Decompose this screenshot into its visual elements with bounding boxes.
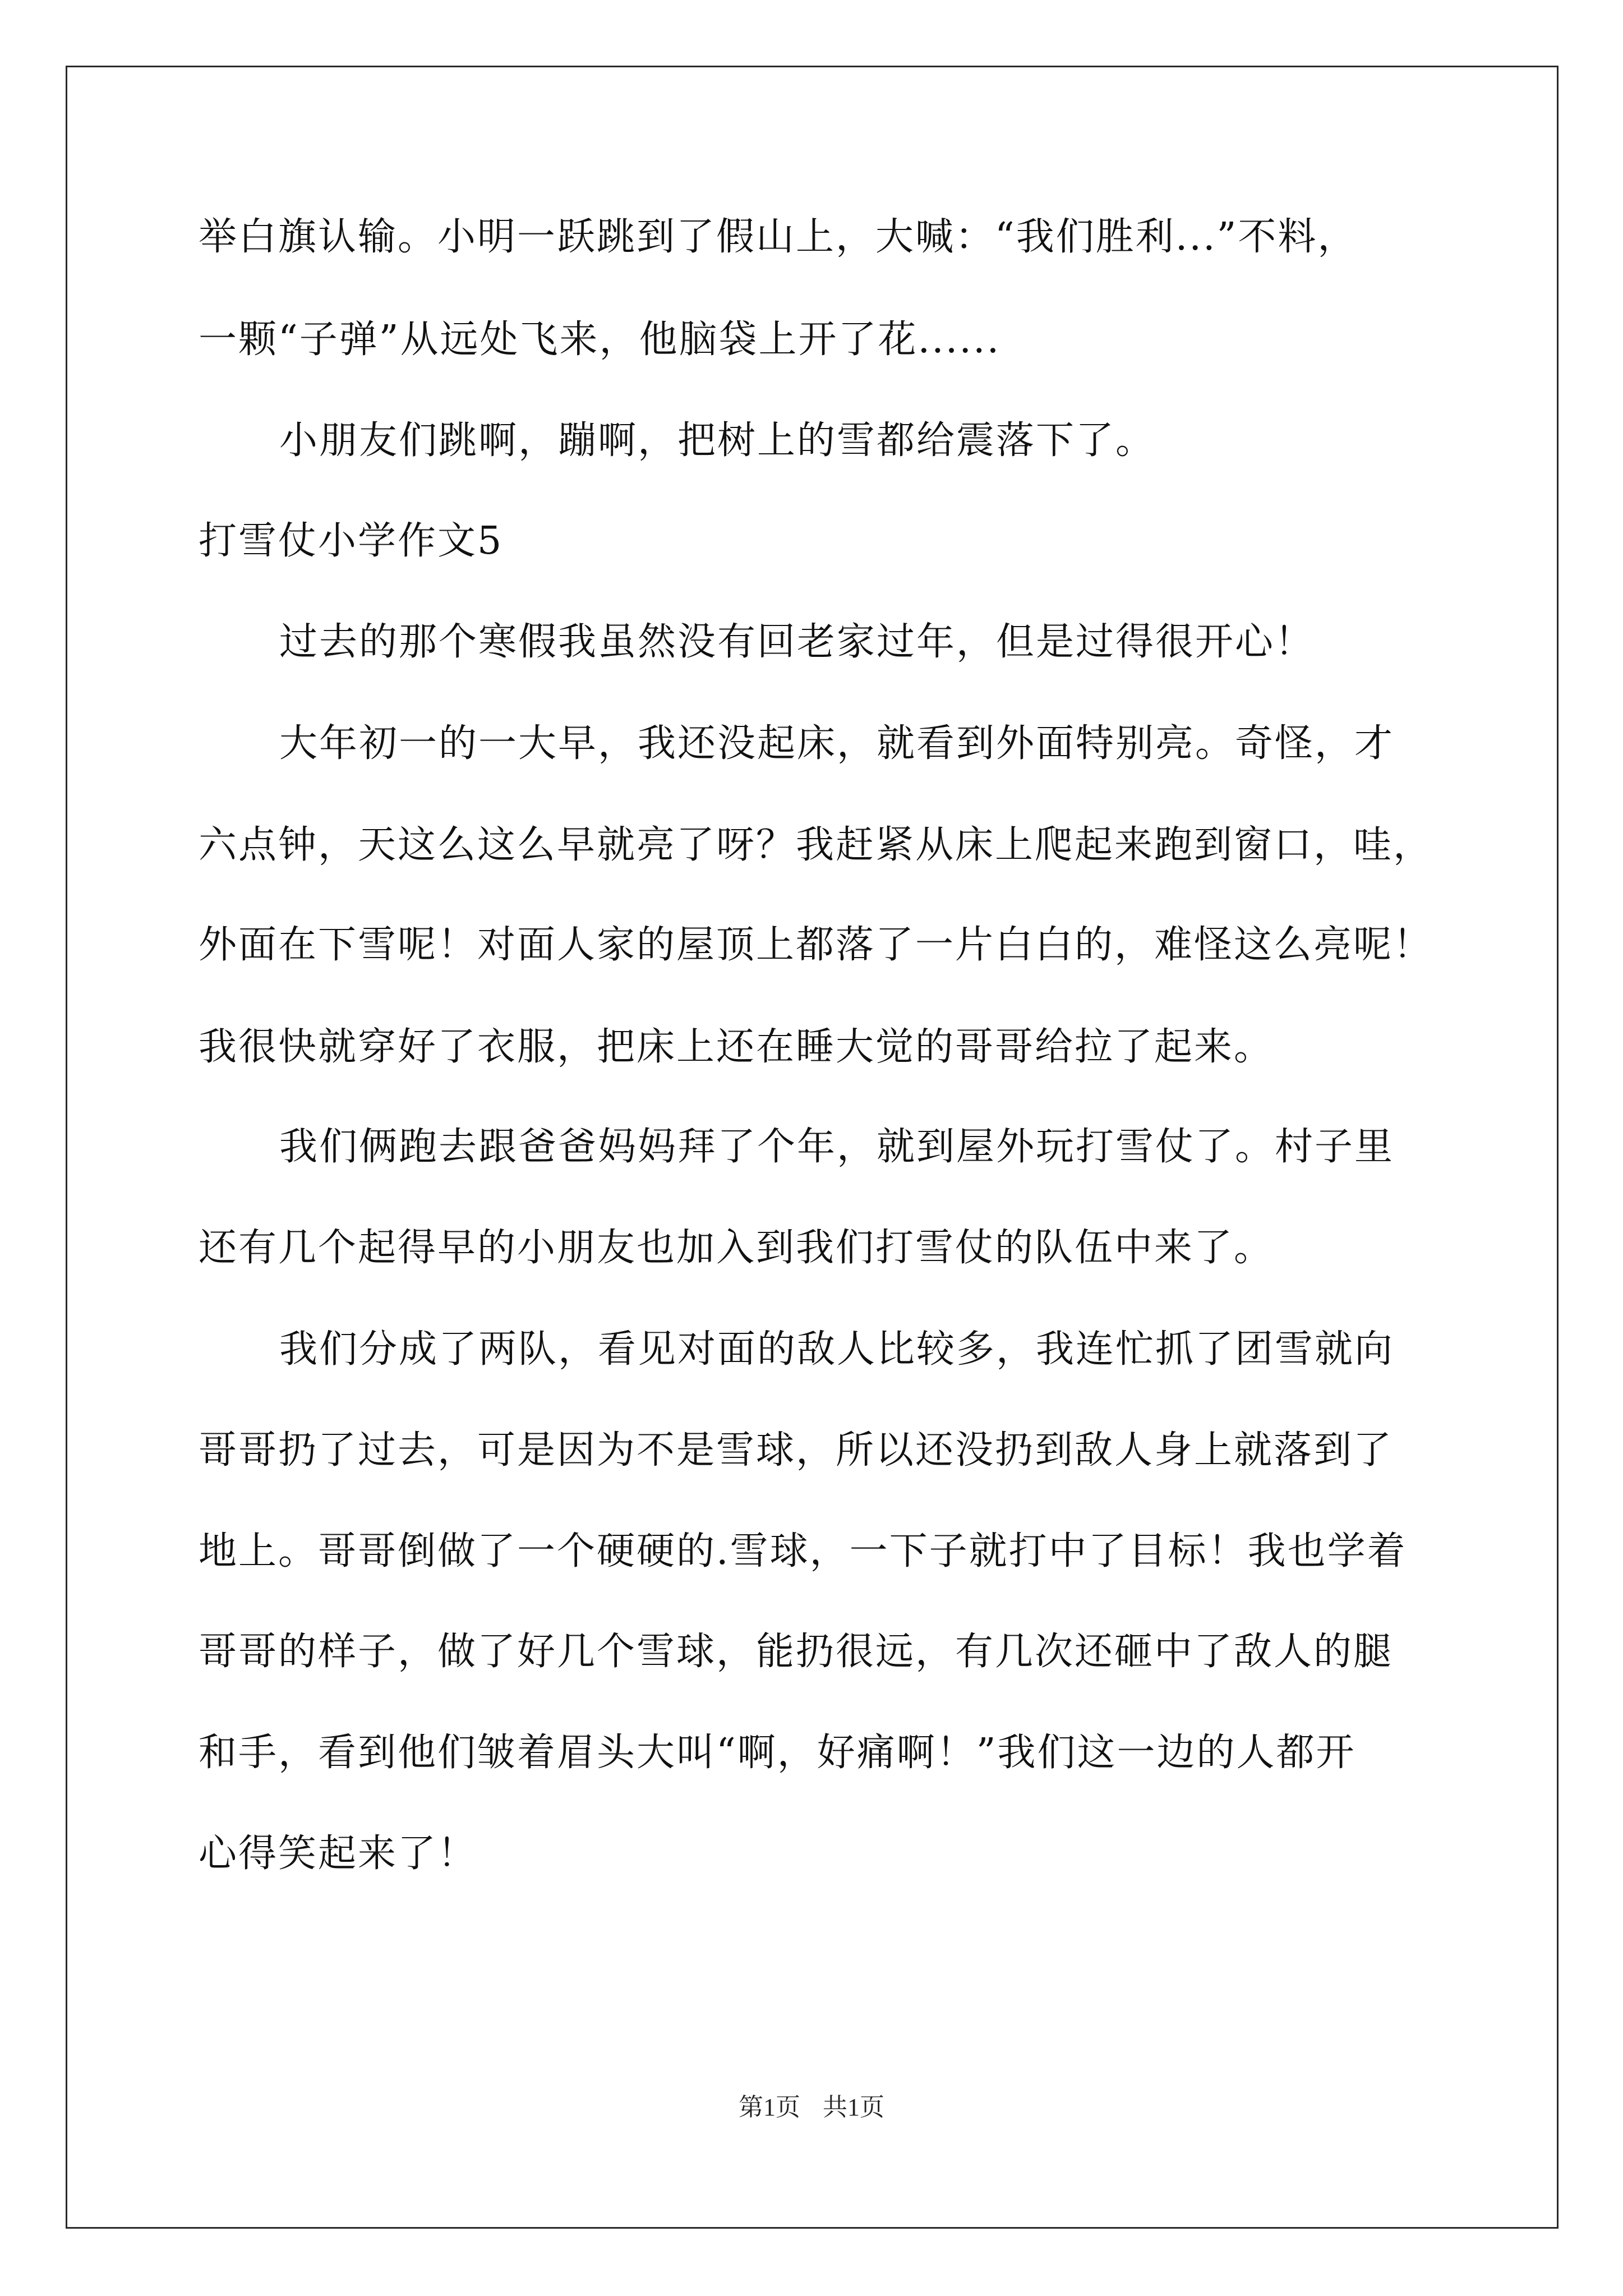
text-line: 我很快就穿好了衣服，把床上还在睡大觉的哥哥给拉了起来。 — [199, 1025, 1274, 1069]
text-line: 外面在下雪呢！对面人家的屋顶上都落了一片白白的，难怪这么亮呢！ — [199, 923, 1433, 967]
text-line: 还有几个起得早的小朋友也加入到我们打雪仗的队伍中来了。 — [199, 1226, 1274, 1270]
paragraph-line: 小朋友们跳啊，蹦啊，把树上的雪都给震落下了。 — [279, 418, 1156, 463]
section-heading: 打雪仗小学作文5 — [199, 519, 504, 563]
paragraph-line: 过去的那个寒假我虽然没有回老家过年，但是过得很开心！ — [279, 620, 1315, 664]
page-number: 第1页 — [739, 2093, 800, 2121]
text-line: 心得笑起来了！ — [199, 1832, 478, 1876]
paragraph-line: 大年初一的一大早，我还没起床，就看到外面特别亮。奇怪，才 — [279, 721, 1395, 766]
page-footer — [0, 2087, 1623, 2123]
text-line: 哥哥扔了过去，可是因为不是雪球，所以还没扔到敌人身上就落到了 — [199, 1428, 1394, 1473]
text-line: 地上。哥哥倒做了一个硬硬的.雪球，一下子就打中了目标！我也学着 — [199, 1529, 1407, 1573]
text-line: 一颗“子弹”从远处飞来，他脑袋上开了花...... — [199, 318, 1001, 362]
text-line: 哥哥的样子，做了好几个雪球，能扔很远，有几次还砸中了敌人的腿 — [199, 1630, 1394, 1674]
text-line: 举白旗认输。小明一跃跳到了假山上，大喊：“我们胜利...”不料， — [199, 215, 1358, 259]
text-line: 六点钟，天这么这么早就亮了呀？我赶紧从床上爬起来跑到窗口，哇， — [199, 823, 1433, 867]
paragraph-line: 我们俩跑去跟爸爸妈妈拜了个年，就到屋外玩打雪仗了。村子里 — [279, 1125, 1395, 1169]
paragraph-line: 我们分成了两队，看见对面的敌人比较多，我连忙抓了团雪就向 — [279, 1327, 1395, 1372]
text-line: 和手，看到他们皱着眉头大叫“啊，好痛啊！”我们这一边的人都开 — [199, 1731, 1356, 1775]
page-total: 共1页 — [823, 2093, 884, 2121]
